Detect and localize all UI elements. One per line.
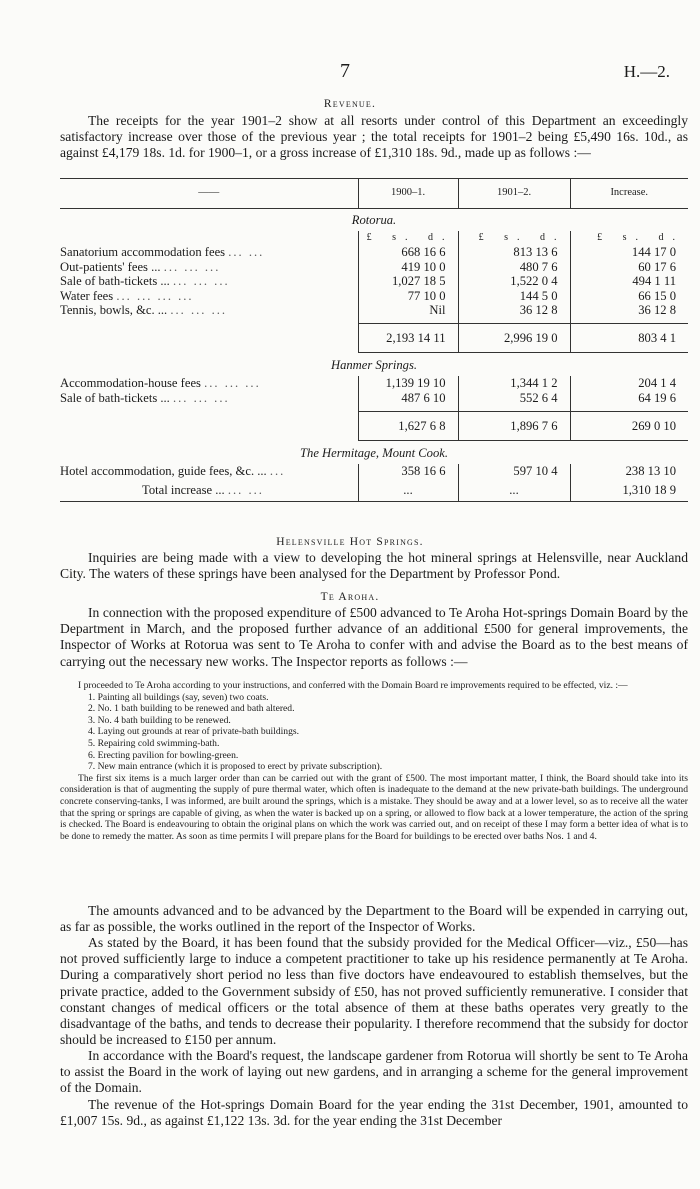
grand-total-1900: ... bbox=[358, 479, 458, 502]
table-row bbox=[60, 245, 688, 259]
value-1901: 813 13 6 bbox=[458, 245, 570, 259]
grand-total-increase: 1,310 18 9 bbox=[570, 479, 688, 502]
total-1901: 1,896 7 6 bbox=[458, 411, 570, 440]
table-header-row bbox=[60, 179, 688, 209]
section-name: Hanmer Springs. bbox=[330, 357, 418, 372]
report-body: The first six items is a much larger order than can be carried out with the grant of £500. The most important matter, I think, the Board should take into its consideration is that of augmenting the supply of pure thermal water, which often is inadequate to the demand at the new private-bath buildings. The underground concrete conserving-tanks, I was informed, are built around the springs, which is a mistake. They should be away and at a lower level, so as to receive all the water that the spring or springs are capable of giving, as when the water is backed up on a spring, or allowed to flow back at a lower temperature, the action of the spring is checked. The Board is endeavouring to obtain the original plans on which the work was carried out, and on receipt of these I may form a better idea of what is to be done to remedy the matter. As soon as time permits I will prepare plans for the Board for buildings to be erected over baths Nos. 1 and 4. bbox=[60, 772, 688, 842]
total-1900: 2,193 14 11 bbox=[358, 323, 458, 352]
total-1901: 2,996 19 0 bbox=[458, 323, 570, 352]
units-label: £ s. d. bbox=[458, 231, 570, 245]
value-increase: 204 1 4 bbox=[570, 376, 688, 390]
leader-dots: ... ... ... bbox=[204, 376, 261, 391]
te-aroha-paragraph-5: The revenue of the Hot-springs Domain Board for the year ending the 31st December, 1901, amounted to £1,007 15s. 9d., as against £1,122 13s. 3d. for the year ending the 31st December bbox=[60, 1097, 688, 1129]
value-increase: 144 17 0 bbox=[570, 245, 688, 259]
column-header-1901: 1901–2. bbox=[458, 179, 570, 209]
leader-dots: ... ... bbox=[227, 482, 264, 497]
leader-dots: ... ... ... bbox=[163, 259, 221, 274]
value-1900: 668 16 6 bbox=[358, 245, 458, 259]
te-aroha-heading: Te Aroha. bbox=[320, 591, 380, 603]
row-label: Sale of bath-tickets ... bbox=[60, 274, 170, 289]
value-1901: 1,522 0 4 bbox=[458, 274, 570, 288]
leader-dots: ... ... ... bbox=[172, 274, 230, 289]
table-row bbox=[60, 274, 688, 288]
section-row-hermitage bbox=[60, 440, 688, 464]
value-1900: 419 10 0 bbox=[358, 260, 458, 274]
table-row bbox=[60, 391, 688, 405]
section-total-row bbox=[60, 411, 688, 440]
row-label: Out-patients' fees ... bbox=[60, 259, 161, 274]
revenue-heading: Revenue. bbox=[323, 98, 377, 110]
row-label: Tennis, bowls, &c. ... bbox=[60, 303, 168, 318]
helensville-heading: Helensville Hot Springs. bbox=[276, 536, 424, 548]
table-row bbox=[60, 303, 688, 317]
leader-dots: ... ... ... bbox=[172, 390, 230, 405]
page-number: 7 bbox=[340, 60, 350, 82]
te-aroha-paragraph-1: In connection with the proposed expenditure of £500 advanced to Te Aroha Hot-springs Domain Board by the Department in March, and the proposed further advance of an additional £500 for general improvements, the Inspector of Works at Rotorua was sent to Te Aroha to confer with and advise the Board as to the best means of carrying out the necessary new works. The Inspector reports as follows :— bbox=[60, 605, 688, 669]
total-increase: 803 4 1 bbox=[570, 323, 688, 352]
helensville-text: Inquiries are being made with a view to developing the hot mineral springs at Helensville, near Auckland City. The waters of these springs have been analysed for the Department by Professor Pond. bbox=[60, 550, 688, 582]
table-row bbox=[60, 376, 688, 390]
te-aroha-paragraph-2: The amounts advanced and to be advanced by the Department to the Board will be expended in carrying out, as far as possible, the works outlined in the report of the Inspector of Works. bbox=[60, 903, 688, 935]
value-increase: 60 17 6 bbox=[570, 260, 688, 274]
grand-total-label: Total increase ... bbox=[142, 482, 225, 497]
report-item: 5. Repairing cold swimming-bath. bbox=[88, 737, 220, 749]
inspector-report bbox=[60, 680, 688, 842]
value-1901: 552 6 4 bbox=[458, 391, 570, 405]
value-1900: 358 16 6 bbox=[358, 464, 458, 478]
table-row bbox=[60, 464, 688, 478]
leader-dots: ... ... ... bbox=[170, 303, 228, 318]
value-1900: 1,139 19 10 bbox=[358, 376, 458, 390]
value-1900: 487 6 10 bbox=[358, 391, 458, 405]
leader-dots: ... ... bbox=[228, 245, 265, 260]
row-label: Sale of bath-tickets ... bbox=[60, 390, 170, 405]
grand-total-1901: ... bbox=[458, 479, 570, 502]
table-row bbox=[60, 289, 688, 303]
section-total-row bbox=[60, 323, 688, 352]
report-intro: I proceeded to Te Aroha according to your instructions, and conferred with the Domain Board re improvements required to be effected, viz. :— bbox=[78, 680, 628, 691]
section-name: The Hermitage, Mount Cook. bbox=[300, 445, 448, 460]
value-1901: 36 12 8 bbox=[458, 303, 570, 317]
value-increase: 494 1 11 bbox=[570, 274, 688, 288]
te-aroha-paragraph-4: In accordance with the Board's request, the landscape gardener from Rotorua will shortly be sent to Te Aroha to assist the Board in the work of laying out new gardens, and in arranging a scheme for the general improvement of the Domain. bbox=[60, 1048, 688, 1096]
leader-dots: ... bbox=[269, 464, 286, 479]
value-increase: 36 12 8 bbox=[570, 303, 688, 317]
report-item: 1. Painting all buildings (say, seven) two coats. bbox=[88, 691, 269, 703]
value-1901: 144 5 0 bbox=[458, 289, 570, 303]
value-increase: 64 19 6 bbox=[570, 391, 688, 405]
row-label: Accommodation-house fees bbox=[60, 376, 201, 391]
value-1901: 597 10 4 bbox=[458, 464, 570, 478]
row-label: Water fees bbox=[60, 288, 114, 303]
leader-dots: ... ... ... ... bbox=[116, 288, 194, 303]
total-1900: 1,627 6 8 bbox=[358, 411, 458, 440]
document-reference: H.—2. bbox=[623, 62, 670, 81]
report-item: 6. Erecting pavilion for bowling-green. bbox=[88, 749, 239, 761]
value-1900: 77 10 0 bbox=[358, 289, 458, 303]
section-name: Rotorua. bbox=[351, 213, 397, 227]
value-increase: 66 15 0 bbox=[570, 289, 688, 303]
row-label: Sanatorium accommodation fees bbox=[60, 245, 226, 260]
report-item: 3. No. 4 bath building to be renewed. bbox=[88, 714, 231, 726]
value-1901: 480 7 6 bbox=[458, 260, 570, 274]
section-row-rotorua bbox=[60, 209, 688, 232]
revenue-intro: The receipts for the year 1901–2 show at all resorts under control of this Department an exceedingly satisfactory increase over those of the previous year ; the total receipts for 1901–2 being £5,490 16s. 10d., as against £4,179 18s. 1d. for 1900–1, or a gross increase of £1,310 18s. 9d., made up as follows :— bbox=[60, 113, 688, 161]
column-header-blank: —— bbox=[60, 179, 358, 209]
value-1901: 1,344 1 2 bbox=[458, 376, 570, 390]
units-label: £ s. d. bbox=[570, 231, 688, 245]
column-header-increase: Increase. bbox=[570, 179, 688, 209]
column-header-1900: 1900–1. bbox=[358, 179, 458, 209]
value-1900: Nil bbox=[358, 303, 458, 317]
grand-total-row bbox=[60, 479, 688, 502]
section-row-hanmer bbox=[60, 352, 688, 376]
report-item: 2. No. 1 bath building to be renewed and bath altered. bbox=[88, 703, 295, 715]
revenue-table bbox=[60, 178, 688, 502]
report-item: 4. Laying out grounds at rear of private-bath buildings. bbox=[88, 726, 300, 738]
report-item: 7. New main entrance (which it is proposed to erect by private subscription). bbox=[88, 761, 383, 773]
te-aroha-paragraph-3: As stated by the Board, it has been found that the subsidy provided for the Medical Officer—viz., £50—has not proved sufficiently large to induce a competent practitioner to take up his residence permanently at Te Aroha. During a comparatively short period no less than five doctors have endeavoured to establish themselves, but the private practice, added to the Government subsidy of £50, has not proved sufficiently remunerative. I consider that constant changes of medical officers or the total absence of them at these baths operates very greatly to the disadvantage of the baths, and tends to decrease their popularity. I therefore recommend that the subsidy for doctor should be increased to £150 per annum. bbox=[60, 935, 688, 1048]
value-1900: 1,027 18 5 bbox=[358, 274, 458, 288]
value-increase: 238 13 10 bbox=[570, 464, 688, 478]
table-row bbox=[60, 260, 688, 274]
units-row bbox=[60, 231, 688, 245]
row-label: Hotel accommodation, guide fees, &c. ... bbox=[60, 464, 267, 479]
total-increase: 269 0 10 bbox=[570, 411, 688, 440]
units-label: £ s. d. bbox=[358, 231, 458, 245]
